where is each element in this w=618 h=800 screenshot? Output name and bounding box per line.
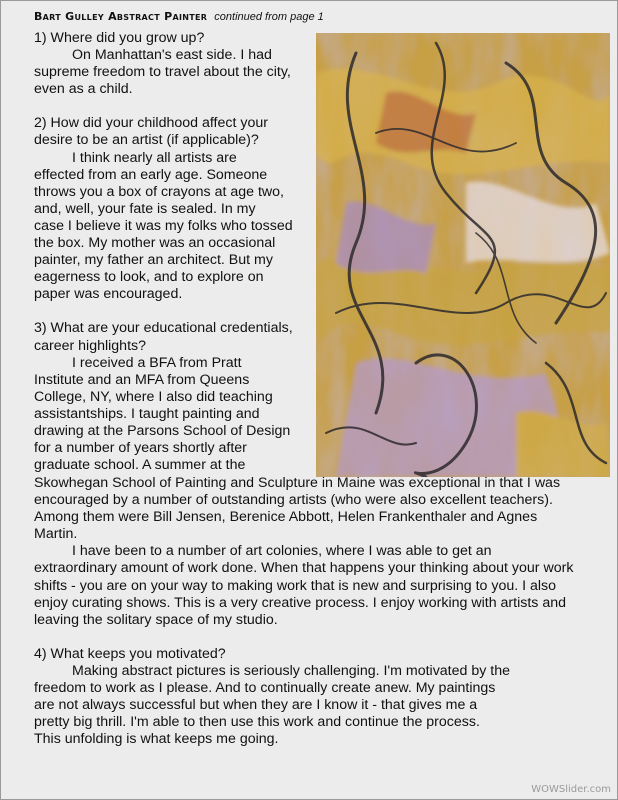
answer-2-line: the box. My mother was an occasional xyxy=(34,235,276,252)
answer-2-line: and, well, your fate is sealed. In my xyxy=(34,200,256,217)
answer-4-line: This unfolding is what keeps me going. xyxy=(34,731,279,748)
answer-2-line: paper was encouraged. xyxy=(34,286,183,303)
answer-3-cont-line: encouraged by a number of outstanding artists (who were also excellent teachers). xyxy=(34,492,553,509)
answer-3-line: assistantships. I taught painting and xyxy=(34,405,260,422)
question-2-line: 2) How did your childhood affect your xyxy=(34,115,268,132)
answer-3-line: I received a BFA from Pratt xyxy=(72,354,242,371)
answer-4-line: pretty big thrill. I'm able to then use this work and continue the process. xyxy=(34,714,480,731)
question-1: 1) Where did you grow up? xyxy=(34,30,205,46)
question-4: 4) What keeps you motivated? xyxy=(34,645,226,662)
full-width-text xyxy=(34,475,604,748)
answer-1-line: supreme freedom to travel about the city, xyxy=(34,64,291,81)
answer-1-line: On Manhattan's east side. I had xyxy=(72,47,272,64)
paragraph-colonies-line: extraordinary amount of work done. When that happens your thinking about your work xyxy=(34,560,574,577)
answer-2-line: effected from an early age. Someone xyxy=(34,166,268,183)
answer-3-line: graduate school. A summer at the xyxy=(34,457,246,474)
answer-4-line: freedom to work as I please. And to continually create anew. My paintings xyxy=(34,680,496,697)
answer-4-line: are not always successful but when they are I know it - that gives me a xyxy=(34,697,478,714)
painting-image xyxy=(316,33,610,477)
text-column xyxy=(34,30,312,474)
answer-3-cont-line: Among them were Bill Jensen, Berenice Abbott, Helen Frankenthaler and Agnes xyxy=(34,509,538,526)
answer-2-line: eagerness to look, and to explore on xyxy=(34,269,264,286)
abstract-painting xyxy=(316,33,610,477)
header-brand: Bart Gulley Abstract Painter xyxy=(34,10,208,23)
page-header xyxy=(34,10,324,24)
answer-3-line: drawing at the Parsons School of Design xyxy=(34,422,291,439)
answer-4-line: Making abstract pictures is seriously challenging. I'm motivated by the xyxy=(72,662,510,679)
paragraph-colonies-line: leaving the solitary space of my studio. xyxy=(34,611,278,628)
answer-3-line: College, NY, where I also did teaching xyxy=(34,388,273,405)
question-2-line: desire to be an artist (if applicable)? xyxy=(34,132,259,149)
answer-2-line: painter, my father an architect. But my xyxy=(34,252,273,269)
paragraph-colonies-line: enjoy curating shows. This is a very creative process. I enjoy working with artists and xyxy=(34,594,566,611)
answer-2-line: throws you a box of crayons at age two, xyxy=(34,183,284,200)
question-3-line: 3) What are your educational credentials, xyxy=(34,320,293,337)
paragraph-colonies-line: I have been to a number of art colonies, where I was able to get an xyxy=(72,543,492,560)
question-3-line: career highlights? xyxy=(34,337,146,354)
answer-1-line: even as a child. xyxy=(34,81,133,98)
answer-3-line: Institute and an MFA from Queens xyxy=(34,371,250,388)
paragraph-colonies-line: shifts - you are on your way to making work that is new and surprising to you. I also xyxy=(34,577,557,594)
answer-2-line: case I believe it was my folks who tossed xyxy=(34,217,293,234)
header-continued: continued from page 1 xyxy=(214,11,324,23)
answer-2-line: I think nearly all artists are xyxy=(72,149,237,166)
footer-logo: WOWSlider.com xyxy=(531,784,611,795)
answer-3-cont-line: Skowhegan School of Painting and Sculpture in Maine was exceptional in that I was xyxy=(34,475,561,491)
answer-3-cont-line: Martin. xyxy=(34,526,78,543)
answer-3-line: for a number of years shortly after xyxy=(34,440,247,457)
